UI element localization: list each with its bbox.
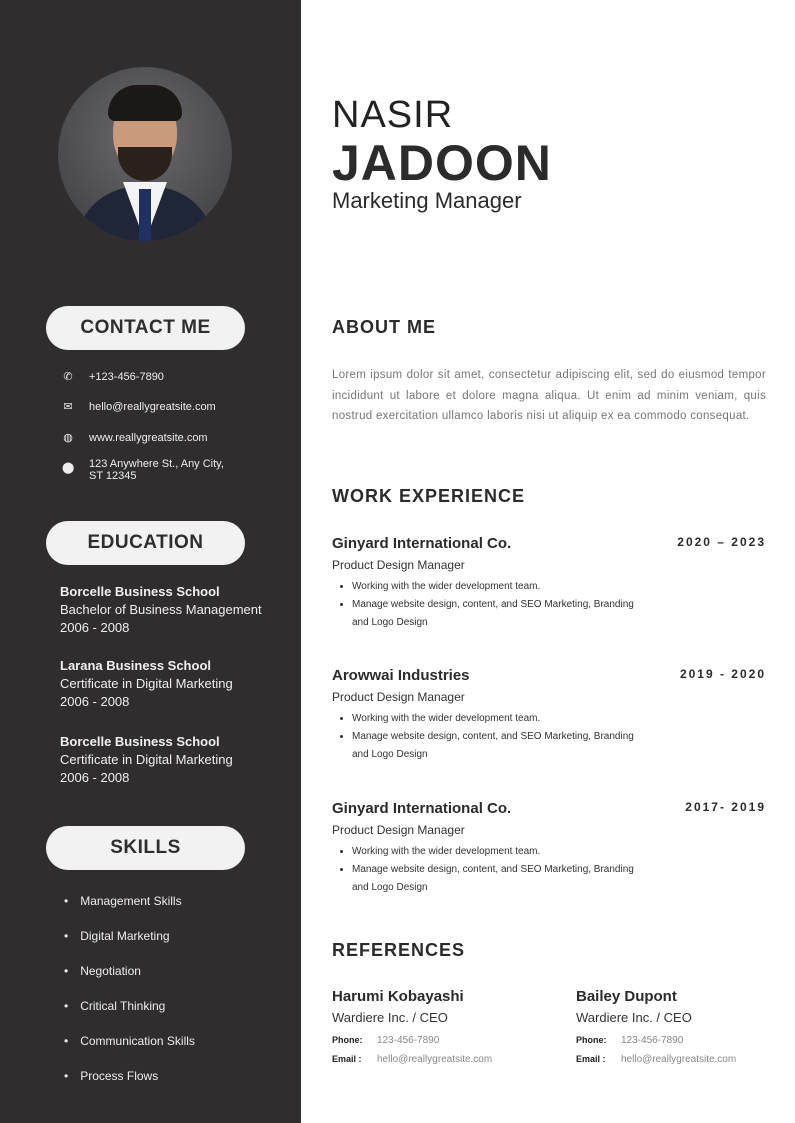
- bullet: • Manage website design, content, and SEO Marketing, Branding and Logo Design: [352, 861, 652, 897]
- degree: Certificate in Digital Marketing: [60, 752, 233, 767]
- email-icon: ✉: [63, 401, 73, 413]
- skills-list: [64, 894, 195, 1104]
- skill-item: • Communication Skills: [64, 1034, 195, 1069]
- ref-name: Bailey Dupont: [576, 988, 677, 1005]
- bullet: • Working with the wider development team.: [352, 578, 652, 596]
- ref-company: Wardiere Inc. / CEO: [576, 1010, 692, 1025]
- skill-item: • Digital Marketing: [64, 929, 195, 964]
- last-name: JADOON: [332, 135, 552, 191]
- years: 2017- 2019: [685, 800, 766, 814]
- about-text: Lorem ipsum dolor sit amet, consectetur adipiscing elit, sed do eiusmod tempor incididunt ut labore et dolore magna aliqua. Ut enim ad minim veniam, quis nostrud exercitation ullamco laboris nisi ut aliquip ex ea commodo consequat.: [332, 369, 766, 422]
- school: Borcelle Business School: [60, 734, 220, 749]
- address-line1: 123 Anywhere St., Any City,: [89, 458, 224, 470]
- degree: Bachelor of Business Management: [60, 602, 262, 617]
- education-item: [60, 733, 233, 787]
- location-icon: ⬤: [62, 462, 75, 474]
- email-text: hello@reallygreatsite.com: [89, 401, 216, 413]
- ref-email[interactable]: hello@reallygreatsite.com: [377, 1054, 493, 1065]
- years: 2006 - 2008: [60, 620, 130, 635]
- job-entry: [332, 667, 766, 764]
- job-entry: [332, 535, 766, 632]
- phone-label: Phone:: [332, 1035, 363, 1045]
- skill-item: • Negotiation: [64, 964, 195, 999]
- education-heading: EDUCATION: [46, 521, 245, 565]
- reference-entry: [576, 988, 736, 1065]
- ref-name: Harumi Kobayashi: [332, 988, 464, 1005]
- address-line2: ST 12345: [89, 470, 137, 482]
- company: Ginyard International Co.: [332, 800, 512, 817]
- bullet: • Manage website design, content, and SEO Marketing, Branding and Logo Design: [352, 596, 652, 632]
- school: Borcelle Business School: [60, 584, 220, 599]
- first-name: NASIR: [332, 94, 454, 136]
- company: Arowwai Industries: [332, 667, 470, 684]
- skill-item: • Management Skills: [64, 894, 195, 929]
- degree: Certificate in Digital Marketing: [60, 676, 233, 691]
- years: 2019 - 2020: [679, 667, 766, 681]
- company: Ginyard International Co.: [332, 535, 512, 552]
- contact-email[interactable]: [62, 401, 216, 413]
- education-item: [60, 583, 262, 637]
- globe-icon: ◍: [63, 432, 73, 444]
- bullet: • Manage website design, content, and SEO Marketing, Branding and Logo Design: [352, 728, 652, 764]
- email-label: Email :: [576, 1054, 606, 1064]
- contact-phone: [62, 371, 164, 383]
- ref-phone: 123-456-7890: [377, 1035, 440, 1046]
- bullet: • Working with the wider development team.: [352, 710, 652, 728]
- phone-icon: ✆: [63, 371, 73, 383]
- website-text: www.reallygreatsite.com: [89, 432, 208, 444]
- profile-photo: [58, 67, 232, 241]
- contact-website[interactable]: [62, 432, 208, 444]
- education-item: [60, 657, 233, 711]
- reference-entry: [332, 988, 492, 1065]
- ref-company: Wardiere Inc. / CEO: [332, 1010, 448, 1025]
- position: Product Design Manager: [332, 690, 465, 704]
- about-heading: ABOUT ME: [332, 317, 436, 337]
- skill-item: • Process Flows: [64, 1069, 195, 1104]
- skill-item: • Critical Thinking: [64, 999, 195, 1034]
- phone-text: +123-456-7890: [89, 371, 164, 383]
- work-heading: WORK EXPERIENCE: [332, 486, 526, 506]
- references-heading: REFERENCES: [332, 940, 466, 960]
- phone-label: Phone:: [576, 1035, 607, 1045]
- contact-address: [62, 458, 224, 482]
- ref-email[interactable]: hello@reallygreatsite.com: [621, 1054, 737, 1065]
- years: 2020 – 2023: [677, 535, 766, 549]
- job-entry: [332, 800, 766, 897]
- school: Larana Business School: [60, 658, 211, 673]
- email-label: Email :: [332, 1054, 362, 1064]
- ref-phone: 123-456-7890: [621, 1035, 684, 1046]
- job-title: Marketing Manager: [332, 188, 522, 213]
- address-text: [89, 458, 224, 482]
- position: Product Design Manager: [332, 558, 465, 572]
- position: Product Design Manager: [332, 823, 465, 837]
- years: 2006 - 2008: [60, 770, 130, 785]
- years: 2006 - 2008: [60, 694, 130, 709]
- contact-heading: CONTACT ME: [46, 306, 245, 350]
- bullet: • Working with the wider development team.: [352, 843, 652, 861]
- skills-heading: SKILLS: [46, 826, 245, 870]
